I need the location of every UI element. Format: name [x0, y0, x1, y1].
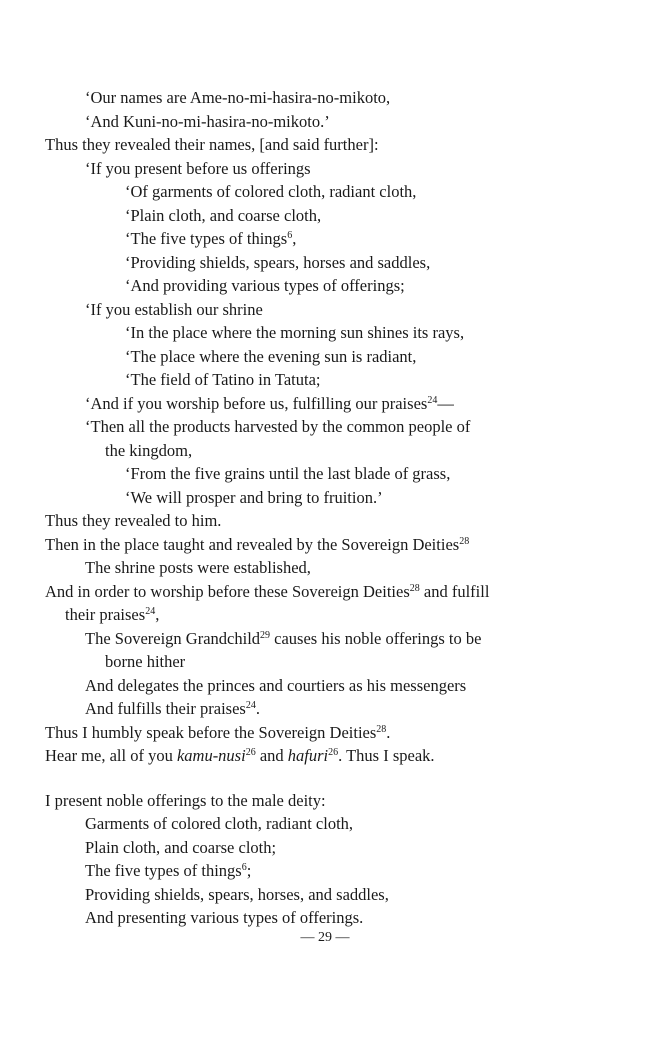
line-text: And fulfills their praises — [85, 699, 246, 718]
verse-line — [125, 181, 416, 203]
line-text: — — [437, 393, 454, 413]
verse-line — [85, 158, 311, 180]
line-text: borne hither — [105, 652, 186, 671]
footnote-ref: 6 — [241, 862, 247, 873]
footnote-ref: 28 — [459, 535, 470, 547]
line-text: ‘And providing various types of offerings; — [125, 276, 405, 295]
line-text: ; — [246, 861, 252, 880]
line-text: . — [386, 722, 391, 742]
line-text: Hear me, all of you — [45, 746, 177, 765]
line-text: , — [292, 229, 297, 248]
line-text: ‘Plain cloth, and coarse cloth, — [125, 205, 322, 225]
footnote-ref: 29 — [260, 629, 271, 641]
verse-line — [85, 675, 466, 697]
footnote-ref: 24 — [245, 700, 256, 711]
line-text: and — [255, 746, 288, 765]
line-text: And delegates the princes and courtiers as his messengers — [85, 675, 467, 695]
verse-line — [85, 416, 470, 438]
verse-line — [125, 275, 405, 297]
footnote-ref: 28 — [376, 723, 387, 735]
line-text: Providing shields, spears, horses, and saddles, — [85, 884, 389, 904]
line-text: . — [255, 699, 260, 718]
verse-line — [45, 581, 489, 603]
line-text: ‘Our names are Ame-no-mi-hasira-no-mikoto, — [85, 88, 391, 107]
verse-line — [45, 722, 390, 744]
verse-line — [125, 369, 321, 391]
verse-line — [125, 228, 296, 250]
line-text: ‘If you establish our shrine — [85, 299, 263, 319]
verse-line — [125, 205, 321, 227]
verse-line — [85, 299, 263, 321]
line-text: ‘Then all the products harvested by the common people of — [85, 417, 471, 436]
line-text: Then in the place taught and revealed by the Sovereign Deities — [45, 534, 460, 554]
line-text: ‘And if you worship before us, fulfilling our praises — [85, 393, 428, 413]
footnote-ref: 26 — [245, 747, 256, 758]
line-text: ‘The five types of things — [125, 229, 288, 248]
verse-line — [65, 604, 159, 626]
verse-line — [45, 790, 326, 812]
verse-line — [45, 745, 435, 767]
line-text: the kingdom, — [105, 440, 193, 460]
footnote-ref: 24 — [427, 394, 438, 406]
page-number: — 29 — — [300, 930, 350, 945]
verse-line — [85, 698, 260, 720]
verse-line — [105, 440, 192, 462]
verse-line — [85, 860, 251, 882]
line-text: ‘Providing shields, spears, horses and saddles, — [125, 252, 431, 272]
verse-line — [85, 884, 389, 906]
line-text: Thus I humbly speak before the Sovereign Deities — [45, 722, 377, 742]
line-text: The shrine posts were established, — [85, 558, 311, 577]
line-text: ‘From the five grains until the last blade of grass, — [125, 464, 451, 483]
verse-line — [85, 837, 276, 859]
line-text: I present noble offerings to the male deity: — [45, 790, 326, 810]
line-text: ‘The field of Tatino in Tatuta; — [125, 370, 321, 389]
verse-line — [45, 510, 221, 532]
line-text: ‘If you present before us offerings — [85, 158, 311, 178]
footnote-ref: 28 — [409, 582, 420, 594]
line-text: . Thus I speak. — [338, 746, 435, 765]
italic-term: kamu-nusi — [176, 746, 246, 765]
verse-line — [125, 252, 430, 274]
verse-line — [85, 87, 390, 109]
verse-line — [85, 813, 353, 835]
line-text: and fulfill — [419, 581, 490, 601]
line-text: their praises — [65, 605, 146, 624]
verse-line — [85, 907, 363, 929]
line-text: ‘And Kuni-no-mi-hasira-no-mikoto.’ — [85, 111, 330, 131]
line-text: The Sovereign Grandchild — [85, 628, 261, 648]
line-text: And presenting various types of offerings. — [85, 908, 364, 927]
footnote-ref: 26 — [328, 747, 339, 758]
verse-line — [45, 134, 379, 156]
verse-line — [85, 393, 454, 415]
verse-line — [45, 534, 469, 556]
line-text: ‘Of garments of colored cloth, radiant cloth, — [125, 182, 417, 201]
italic-term: hafuri — [287, 746, 329, 765]
line-text: causes his noble offerings to be — [270, 628, 482, 648]
verse-line — [85, 111, 330, 133]
line-text: Plain cloth, and coarse cloth; — [85, 837, 277, 857]
line-text: ‘The place where the evening sun is radiant, — [125, 346, 417, 366]
verse-line — [85, 557, 311, 579]
verse-line — [85, 628, 481, 650]
line-text: Garments of colored cloth, radiant cloth, — [85, 814, 354, 833]
line-text: And in order to worship before these Sovereign Deities — [45, 581, 410, 601]
verse-line — [125, 463, 450, 485]
line-text: The five types of things — [85, 861, 242, 880]
line-text: ‘We will prosper and bring to fruition.’ — [125, 487, 383, 507]
footnote-ref: 24 — [145, 606, 156, 617]
verse-line — [125, 487, 383, 509]
verse-line — [105, 651, 185, 673]
verse-line — [125, 322, 464, 344]
footnote-ref: 6 — [287, 230, 293, 241]
line-text: , — [155, 605, 160, 624]
line-text: ‘In the place where the morning sun shines its rays, — [125, 323, 465, 342]
line-text: Thus they revealed to him. — [45, 511, 222, 530]
verse-line — [125, 346, 416, 368]
line-text: Thus they revealed their names, [and said further]: — [45, 135, 379, 154]
